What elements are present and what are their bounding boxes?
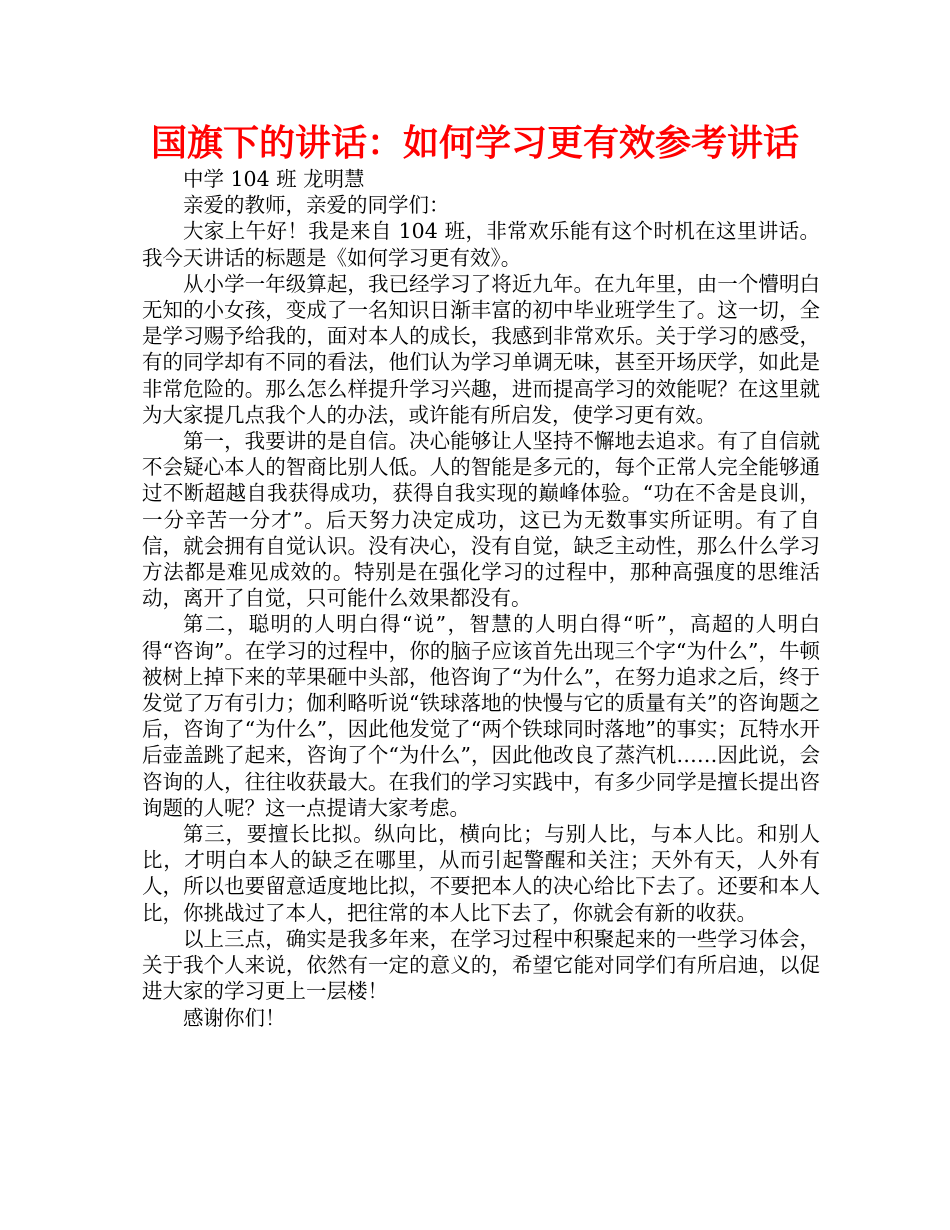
paragraph-intro: 从小学一年级算起，我已经学习了将近九年。在九年里，由一个懵明白无知的小女孩，变成了一名知识日渐丰富的初中毕业班学生了。这一切，全是学习赐予给我的，面对本人的成长，我感到非常欢乐。关于学习的感受，有的同学却有不同的看法，他们认为学习单调无味，甚至开场厌学，如此是非常危险的。那么怎么样提升学习兴趣，进而提高学习的效能呢？在这里就为大家提几点我个人的办法，或许能有所启发，使学习更有效。 [142, 271, 820, 427]
paragraph-point-three: 第三，要擅长比拟。纵向比，横向比；与别人比，与本人比。和别人比，才明白本人的缺乏在哪里，从而引起警醒和关注；天外有天，人外有人，所以也要留意适度地比拟，不要把本人的决心给比下去了。还要和本人比，你挑战过了本人，把往常的本人比下去了，你就会有新的收获。 [142, 822, 820, 925]
closing-thanks: 感谢你们！ [183, 1005, 286, 1030]
paragraph-point-two: 第二，聪明的人明白得“说”，智慧的人明白得“听”，高超的人明白得“咨询”。在学习的过程中，你的脑子应该首先出现三个字“为什么”，牛顿被树上掉下来的苹果砸中头部，他咨询了“为什么”，在努力追求之后，终于发觉了万有引力；伽利略听说“铁球落地的快慢与它的质量有关”的咨询题之后，咨询了“为什么”，因此他发觉了“两个铁球同时落地”的事实；瓦特水开后壶盖跳了起来，咨询了个“为什么”，因此他改良了蒸汽机……因此说，会咨询的人，往往收获最大。在我们的学习实践中，有多少同学是擅长提出咨询题的人呢？这一点提请大家考虑。 [142, 612, 820, 820]
paragraph-point-one: 第一，我要讲的是自信。决心能够让人坚持不懈地去追求。有了自信就不会疑心本人的智商比别人低。人的智能是多元的，每个正常人完全能够通过不断超越自我获得成功，获得自我实现的巅峰体验。“功在不舍是良训，一分辛苦一分才”。后天努力决定成功，这已为无数事实所证明。有了自信，就会拥有自觉认识。没有决心，没有自觉，缺乏主动性，那么什么学习方法都是难见成效的。特别是在强化学习的过程中，那种高强度的思维活动，离开了自觉，只可能什么效果都没有。 [142, 429, 820, 611]
paragraph-greeting: 大家上午好！我是来自 104 班，非常欢乐能有这个时机在这里讲话。我今天讲话的标题是《如何学习更有效》。 [142, 219, 820, 270]
paragraph-conclusion: 以上三点，确实是我多年来，在学习过程中积聚起来的一些学习体会，关于我个人来说，依然有一定的意义的，希望它能对同学们有所启迪，以促进大家的学习更上一层楼！ [142, 926, 820, 1004]
salutation: 亲爱的教师，亲爱的同学们： [183, 193, 450, 218]
document-title: 国旗下的讲话：如何学习更有效参考讲话 [150, 123, 799, 164]
author-line: 中学 104 班 龙明慧 [183, 167, 365, 191]
document-body [142, 166, 820, 1031]
